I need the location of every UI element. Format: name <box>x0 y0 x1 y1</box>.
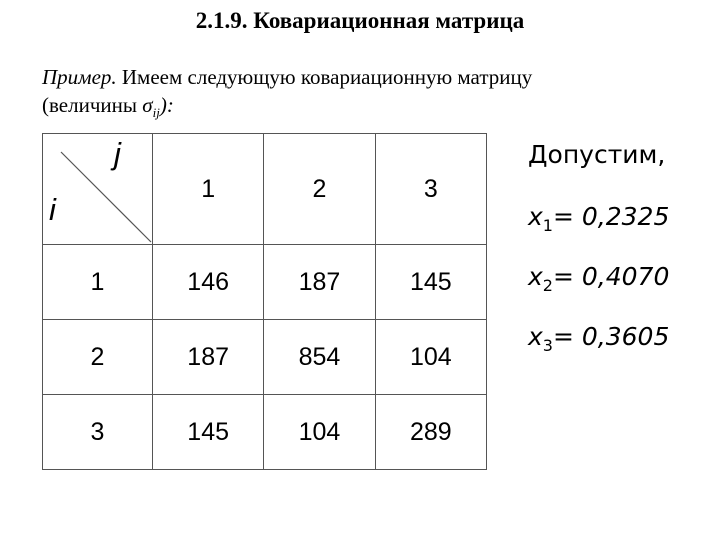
intro-text-line-2-suffix: ): <box>159 93 174 117</box>
matrix-cell: 854 <box>264 320 375 395</box>
matrix-cell: 104 <box>264 395 375 470</box>
matrix-cell: 187 <box>153 320 264 395</box>
x-variable: x <box>528 322 543 351</box>
matrix-row <box>43 320 487 395</box>
intro-text <box>42 63 682 127</box>
corner-row-label: i <box>49 192 56 227</box>
x-variable: x <box>528 202 543 231</box>
corner-col-label: j <box>114 136 121 171</box>
x-value-text: = 0,2325 <box>552 202 670 231</box>
x-subscript: 2 <box>542 276 553 295</box>
matrix-cell: 104 <box>375 320 486 395</box>
x1-value <box>528 202 669 235</box>
col-header: 3 <box>375 134 486 245</box>
x3-value <box>528 322 669 355</box>
matrix-row <box>43 395 487 470</box>
assumption-heading: Допустим, <box>528 140 666 169</box>
sigma-symbol: σ <box>142 93 153 117</box>
matrix-cell: 187 <box>264 245 375 320</box>
intro-text-line-1: Имеем следующую ковариационную матрицу <box>116 65 533 89</box>
col-header: 1 <box>153 134 264 245</box>
sigma-subscript: ij <box>152 105 160 121</box>
x-value-text: = 0,4070 <box>552 262 670 291</box>
x-subscript: 3 <box>542 336 553 355</box>
matrix-row <box>43 245 487 320</box>
matrix-cell: 145 <box>375 245 486 320</box>
covariance-matrix <box>42 133 487 468</box>
intro-line-2 <box>42 91 682 127</box>
row-header: 1 <box>43 245 153 320</box>
example-label: Пример. <box>42 65 117 89</box>
matrix-corner-cell <box>43 134 153 245</box>
x2-value <box>528 262 669 295</box>
corner-diagonal-line <box>43 134 153 244</box>
row-header: 3 <box>43 395 153 470</box>
matrix-cell: 146 <box>153 245 264 320</box>
intro-line-1 <box>42 63 682 91</box>
intro-text-line-2-prefix: (величины <box>42 93 143 117</box>
matrix-table <box>42 133 487 470</box>
col-header: 2 <box>264 134 375 245</box>
matrix-header-row <box>43 134 487 245</box>
slide-title: 2.1.9. Ковариационная матрица <box>195 8 525 33</box>
x-value-text: = 0,3605 <box>552 322 670 351</box>
row-header: 2 <box>43 320 153 395</box>
x-variable: x <box>528 262 543 291</box>
matrix-cell: 145 <box>153 395 264 470</box>
x-subscript: 1 <box>542 216 553 235</box>
matrix-cell: 289 <box>375 395 486 470</box>
